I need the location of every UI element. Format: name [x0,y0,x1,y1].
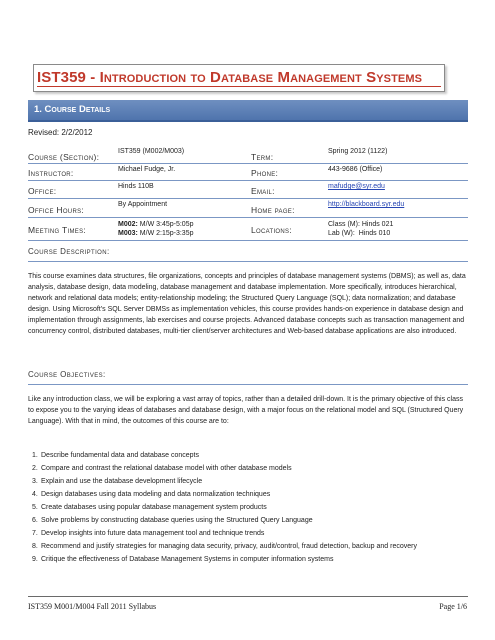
item-text: Critique the effectiveness of Database Management Systems in computer information systems [41,556,334,563]
item-text: Create databases using popular database management system products [41,504,267,511]
item-text: Recommend and justify strategies for managing data security, privacy, audit/control, fraud detection, backup and recovery [41,543,417,550]
location-lab: Lab (W): Hinds 010 [328,230,391,237]
meeting-times-label: Meeting Times: [28,225,87,235]
email-link[interactable]: mafudge@syr.edu [328,183,385,190]
office-label: Office: [28,186,57,196]
phone-value: 443-9686 (Office) [328,166,383,173]
item-number: 8. [32,543,38,550]
item-number: 5. [32,504,38,511]
section-heading-bar [28,100,468,122]
list-item [28,541,468,552]
locations-value [328,220,393,238]
section-code: M003: [118,230,138,237]
list-item [28,450,468,461]
term-value: Spring 2012 (1122) [328,148,388,155]
meeting-time: M/W 3:45p-5:05p [137,221,194,228]
item-text: Design databases using data modeling and data normalization techniques [41,491,271,498]
details-row [28,180,468,199]
homepage-link[interactable]: http://blackboard.syr.edu [328,201,405,208]
office-value: Hinds 110B [118,183,154,190]
item-text: Describe fundamental data and database concepts [41,452,199,459]
course-label: Course (Section): [28,152,100,162]
section-heading: 1. Course Details [34,104,111,115]
title-underline [37,86,441,87]
details-row [28,198,468,218]
description-text: This course examines data structures, file organizations, concepts and principles of database management systems (DBMS); as well as, data analysis, database design, data modeling, database management and database implementation. More specifically, introduces hierarchical, network and relational data models; entity-relationship modeling; the Structured Query Language (SQL); data normalization; and database design. Using Microsoft’s SQL Server DBMSs as implementation vehicles, this course provides hands-on experience in database design and implementation through assignments, lab exercises and course projects. Advanced database concepts such as transaction management and concurrency control, distributed databases, multi-tier client/server architectures and Web-based database applications are also introduced. [28,273,466,335]
list-item [28,515,468,526]
item-number: 1. [32,452,38,459]
revised-date: Revised: 2/2/2012 [28,128,93,137]
objectives-intro-text: Like any introduction class, we will be exploring a vast array of topics, rather than a detailed drill-down. It is the primary objective of this class to expose you to the varying ideas of databases and database design, with a major focus on the relational model and SQL (Structured Query Language). With that in mind, the outcomes of this course are to: [28,396,464,425]
item-number: 9. [32,556,38,563]
course-description [28,271,468,337]
details-row [28,217,468,241]
item-text: Develop insights into future data management tool and technique trends [41,530,265,537]
item-text: Explain and use the database development lifecycle [41,478,203,485]
item-number: 4. [32,491,38,498]
page-number: Page 1/6 [439,602,467,611]
meeting-times-value [118,220,193,238]
objectives-intro [28,394,468,427]
section-code: M002: [118,221,138,228]
location-class: Class (M): Hinds 021 [328,221,394,228]
list-item [28,476,468,487]
item-number: 3. [32,478,38,485]
term-label: Term: [251,152,274,162]
footer-course: IST359 M001/M004 Fall 2011 Syllabus [28,602,157,611]
document-title: IST359 - Introduction to Database Management Systems [37,69,423,86]
list-item [28,502,468,513]
item-number: 7. [32,530,38,537]
list-item [28,528,468,539]
item-number: 6. [32,517,38,524]
item-text: Solve problems by constructing database queries using the Structured Query Language [41,517,313,524]
footer-rule [28,596,468,597]
item-text: Compare and contrast the relational database model with other database models [41,465,292,472]
homepage-label: Home page: [251,205,295,215]
list-item [28,554,468,565]
email-label: Email: [251,186,275,196]
course-value: IST359 (M002/M003) [118,148,185,155]
title-box [33,64,445,92]
item-number: 2. [32,465,38,472]
list-item [28,463,468,474]
objectives-list [28,450,468,567]
meeting-time: M/W 2:15p-3:35p [137,230,194,237]
details-row [28,145,468,164]
phone-label: Phone: [251,168,279,178]
instructor-label: Instructor: [28,168,74,178]
description-heading: Course Description: [28,247,468,262]
office-hours-value: By Appointment [118,201,168,208]
details-row [28,163,468,181]
locations-label: Locations: [251,225,292,235]
office-hours-label: Office Hours: [28,205,85,215]
instructor-value: Michael Fudge, Jr. [118,166,176,173]
list-item [28,489,468,500]
objectives-heading: Course Objectives: [28,370,468,385]
